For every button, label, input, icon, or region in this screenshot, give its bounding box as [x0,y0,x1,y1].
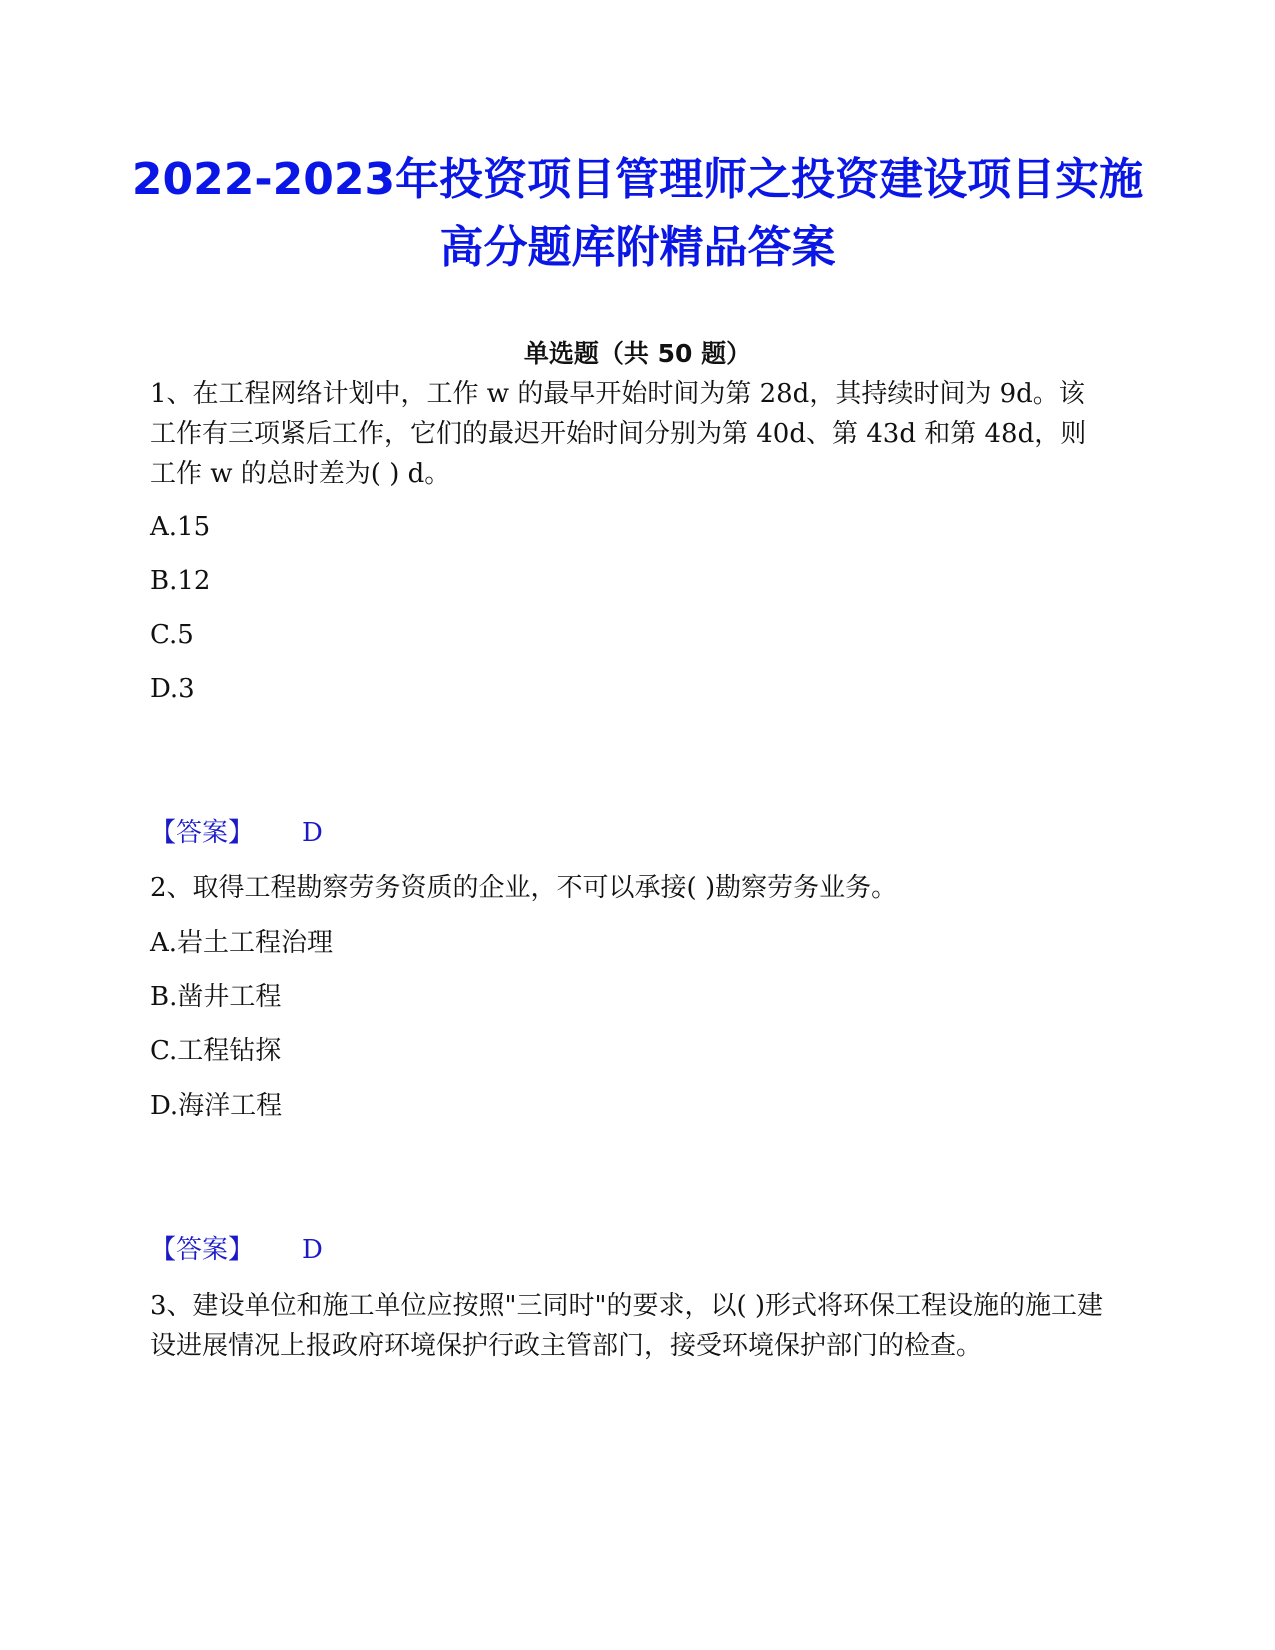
answer-label: 【答案】 [150,818,255,848]
page-title: 2022-2023年投资项目管理师之投资建设项目实施高分题库附精品答案 [131,154,1144,273]
section-heading: 单选题（共 50 题） [523,339,752,368]
answer-value: D [302,818,323,848]
question-3-stem: 3、建设单位和施工单位应按照"三同时"的要求，以( )形式将环保工程设施的施工建设进展情况上报政府环境保护行政主管部门，接受环境保护部门的检查。 [150,1291,1104,1361]
question-2-option-b: B.凿井工程 [150,982,282,1012]
question-1-stem: 1、在工程网络计划中，工作 w 的最早开始时间为第 28d，其持续时间为 9d。该工作有三项紧后工作，它们的最迟开始时间分别为第 40d、第 43d 和第 48d，则工作 w 的总时差为( ) d。 [150,379,1087,489]
question-2-option-a: A.岩土工程治理 [150,928,334,958]
question-1-option-a: A.15 [150,512,211,542]
question-2-stem: 2、取得工程勘察劳务资质的企业，不可以承接( )勘察劳务业务。 [150,873,898,903]
question-1-option-c: C.5 [150,620,194,650]
answer-label: 【答案】 [150,1235,255,1265]
question-1-option-b: B.12 [150,566,211,596]
answer-value: D [302,1235,323,1265]
question-1-answer [150,816,323,850]
question-1-option-d: D.3 [150,674,195,704]
question-2-option-d: D.海洋工程 [150,1091,283,1121]
question-2-answer [150,1233,323,1267]
question-2-option-c: C.工程钻探 [150,1036,282,1066]
